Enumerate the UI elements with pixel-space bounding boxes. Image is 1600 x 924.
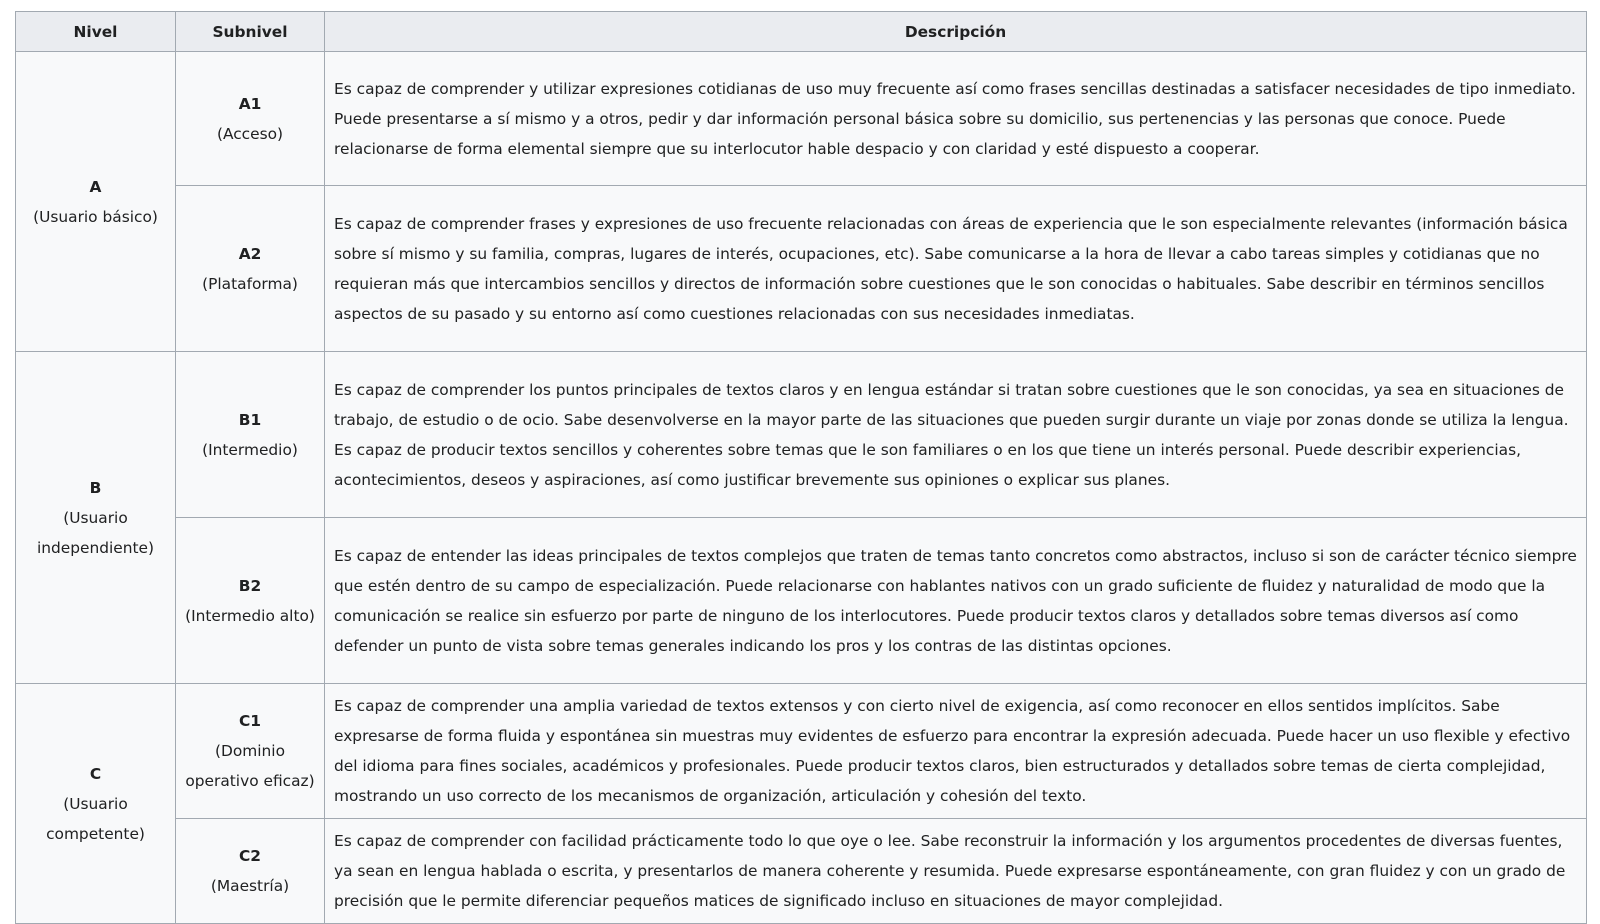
description-cell-c1: Es capaz de comprender una amplia variedad de textos extensos y con cierto nivel de exigencia, así como reconocer en ellos sentidos implícitos. Sabe expresarse de forma fluida y espontánea sin muestras muy evidentes de esfuerzo para encontrar la expresión adecuada. Puede hacer un uso flexible y efectivo del idioma para fines sociales, académicos y profesionales. Puede producir textos claros, bien estructurados y detallados sobre temas de cierta complejidad, mostrando un uso correcto de los mecanismos de organización, articulación y cohesión del texto. — [325, 684, 1587, 819]
sublevel-code: B1 — [238, 410, 262, 429]
level-label: (Usuario básico) — [33, 207, 158, 226]
sublevel-code: A2 — [238, 244, 262, 263]
sublevel-label: (Maestría) — [210, 877, 290, 895]
table-row — [16, 518, 1587, 684]
sublevel-cell-a2 — [176, 186, 325, 352]
sublevel-cell-c2 — [176, 819, 325, 924]
table-row — [16, 819, 1587, 924]
level-label: (Usuario competente) — [46, 794, 145, 843]
sublevel-cell-b1 — [176, 352, 325, 518]
header-description: Descripción — [325, 12, 1587, 52]
sublevel-code: A1 — [238, 94, 262, 113]
level-code: A — [89, 177, 102, 196]
sublevel-cell-a1 — [176, 52, 325, 186]
sublevel-code: C1 — [238, 712, 261, 730]
sublevel-label: (Acceso) — [216, 124, 284, 143]
description-cell-b1: Es capaz de comprender los puntos principales de textos claros y en lengua estándar si tratan sobre cuestiones que le son conocidas, ya sea en situaciones de trabajo, de estudio o de ocio. Sabe desenvolverse en la mayor parte de las situaciones que pueden surgir durante un viaje por zonas donde se utiliza la lengua. Es capaz de producir textos sencillos y coherentes sobre temas que le son familiares o en los que tiene un interés personal. Puede describir experiencias, acontecimientos, deseos y aspiraciones, así como justificar brevemente sus opiniones o explicar sus planes. — [325, 352, 1587, 518]
header-row — [16, 12, 1587, 52]
table-row — [16, 186, 1587, 352]
description-cell-c2: Es capaz de comprender con facilidad prácticamente todo lo que oye o lee. Sabe reconstruir la información y los argumentos procedentes de diversas fuentes, ya sean en lengua hablada o escrita, y presentarlos de manera coherente y resumida. Puede expresarse espontáneamente, con gran fluidez y con un grado de precisión que le permite diferenciar pequeños matices de significado incluso en situaciones de mayor complejidad. — [325, 819, 1587, 924]
description-cell-a1: Es capaz de comprender y utilizar expresiones cotidianas de uso muy frecuente así como frases sencillas destinadas a satisfacer necesidades de tipo inmediato. Puede presentarse a sí mismo y a otros, pedir y dar información personal básica sobre su domicilio, sus pertenencias y las personas que conoce. Puede relacionarse de forma elemental siempre que su interlocutor hable despacio y con claridad y esté dispuesto a cooperar. — [325, 52, 1587, 186]
sublevel-label: (Dominio operativo eficaz) — [185, 742, 315, 790]
level-code: B — [89, 478, 102, 497]
level-cell-b — [16, 352, 176, 684]
description-cell-a2: Es capaz de comprender frases y expresiones de uso frecuente relacionadas con áreas de experiencia que le son especialmente relevantes (información básica sobre sí mismo y su familia, compras, lugares de interés, ocupaciones, etc). Sabe comunicarse a la hora de llevar a cabo tareas simples y cotidianas que no requieran más que intercambios sencillos y directos de información sobre cuestiones que le son conocidas o habituales. Sabe describir en términos sencillos aspectos de su pasado y su entorno así como cuestiones relacionadas con sus necesidades inmediatas. — [325, 186, 1587, 352]
description-cell-b2: Es capaz de entender las ideas principales de textos complejos que traten de temas tanto concretos como abstractos, incluso si son de carácter técnico siempre que estén dentro de su campo de especialización. Puede relacionarse con hablantes nativos con un grado suficiente de fluidez y naturalidad de modo que la comunicación se realice sin esfuerzo por parte de ninguno de los interlocutores. Puede producir textos claros y detallados sobre temas diversos así como defender un punto de vista sobre temas generales indicando los pros y los contras de las distintas opciones. — [325, 518, 1587, 684]
cefr-levels-table-wrapper — [15, 11, 1587, 924]
table-row — [16, 684, 1587, 819]
sublevel-cell-b2 — [176, 518, 325, 684]
sublevel-label: (Plataforma) — [202, 274, 298, 293]
sublevel-code: B2 — [238, 576, 262, 595]
sublevel-cell-c1 — [176, 684, 325, 819]
sublevel-label: (Intermedio alto) — [185, 606, 315, 625]
table-row — [16, 352, 1587, 518]
header-level: Nivel — [16, 12, 176, 52]
sublevel-label: (Intermedio) — [202, 440, 298, 459]
level-cell-c — [16, 684, 176, 924]
sublevel-code: C2 — [238, 847, 261, 865]
table-row — [16, 52, 1587, 186]
level-cell-a — [16, 52, 176, 352]
level-code: C — [89, 764, 102, 783]
level-label: (Usuario independiente) — [36, 508, 155, 557]
cefr-levels-table — [15, 11, 1587, 924]
header-sublevel: Subnivel — [176, 12, 325, 52]
